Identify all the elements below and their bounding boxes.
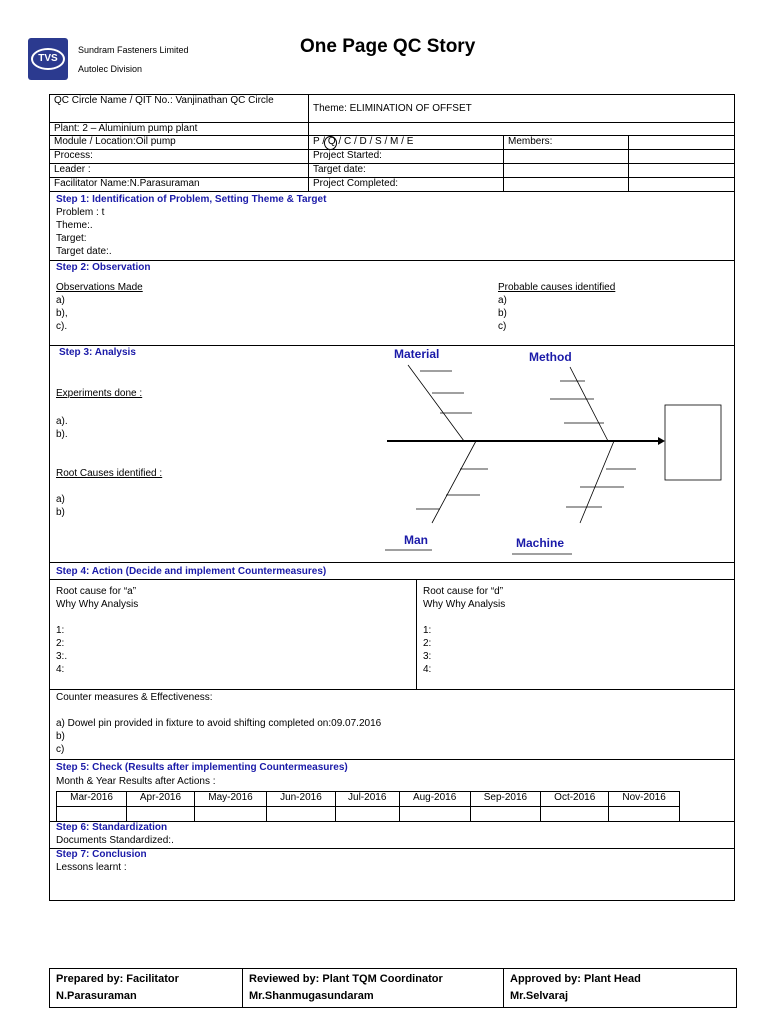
why-left-4: 4: [56, 664, 65, 675]
why-right-block [423, 585, 505, 676]
root-cause-d-title: Root cause for “d” [423, 586, 504, 597]
observations-block [56, 281, 143, 333]
causes-block [498, 281, 615, 333]
countermeasure-c: c) [56, 744, 65, 755]
project-completed-cell: Project Completed: [309, 178, 504, 192]
month-cell: Mar-2016 [57, 792, 127, 807]
problem-line: Problem : t [56, 207, 105, 218]
cause-c: c) [498, 321, 507, 332]
vertical-divider [416, 579, 417, 689]
observation-c: c). [56, 321, 68, 332]
documents-standardized: Documents Standardized:. [56, 835, 174, 846]
material-label: Material [394, 347, 440, 361]
why-why-right: Why Why Analysis [423, 599, 506, 610]
prepared-name: N.Parasuraman [56, 990, 137, 1002]
countermeasure-a: a) Dowel pin provided in fixture to avoid shifting completed on:09.07.2016 [56, 718, 382, 729]
experiments-title: Experiments done : [56, 388, 143, 399]
why-left-2: 2: [56, 638, 65, 649]
target-date-line: Target date:. [56, 246, 112, 257]
experiment-a: a). [56, 416, 68, 427]
module-cell: Module / Location:Oil pump [50, 136, 309, 150]
divider [49, 848, 735, 849]
target-line: Target: [56, 233, 87, 244]
step4-heading: Step 4: Action (Decide and implement Countermeasures) [56, 566, 327, 577]
month-cell: Apr-2016 [127, 792, 195, 807]
countermeasure-b: b) [56, 731, 65, 742]
step1-heading: Step 1: Identification of Problem, Setting Theme & Target [56, 194, 327, 205]
machine-label: Machine [516, 536, 565, 550]
divider [49, 759, 735, 760]
why-left-3: 3:. [56, 651, 68, 662]
experiment-b: b). [56, 429, 68, 440]
process-cell: Process: [50, 150, 309, 164]
approved-label: Approved by: Plant Head [510, 973, 641, 985]
month-cell: Aug-2016 [399, 792, 470, 807]
why-right-1: 1: [423, 625, 432, 636]
prepared-label: Prepared by: Facilitator [56, 973, 179, 985]
theme-text: Theme: ELIMINATION OF OFFSET [313, 102, 472, 114]
why-right-3: 3: [423, 651, 432, 662]
divider [49, 260, 735, 261]
step3-heading: Step 3: Analysis [59, 347, 136, 358]
theme-line: Theme:. [56, 220, 93, 231]
man-label: Man [404, 533, 428, 547]
month-cell: Oct-2016 [541, 792, 609, 807]
logo-text: TVS [31, 48, 65, 70]
why-right-4: 4: [423, 664, 432, 675]
experiments-list [56, 415, 68, 441]
root-cause-a-title: Root cause for “a” [56, 586, 137, 597]
info-table [49, 94, 735, 192]
target-date-cell: Target date: [309, 164, 504, 178]
project-started-cell: Project Started: [309, 150, 504, 164]
leader-cell: Leader : [50, 164, 309, 178]
month-cell: Nov-2016 [609, 792, 680, 807]
members-cell: Members: [504, 136, 629, 150]
step1-section [56, 193, 326, 258]
reviewed-name: Mr.Shanmugasundaram [249, 990, 374, 1002]
root-cause-a: a) [56, 494, 65, 505]
observation-a: a) [56, 295, 65, 306]
observation-b: b), [56, 308, 68, 319]
page-title: One Page QC Story [300, 36, 476, 57]
step5-heading: Step 5: Check (Results after implementing Countermeasures) [56, 762, 348, 773]
root-causes-title: Root Causes identified : [56, 468, 163, 479]
pqcdsme-cell [309, 136, 504, 150]
qc-circle-cell: QC Circle Name / QIT No.: Vanjinathan QC Circle [50, 95, 309, 123]
why-why-left: Why Why Analysis [56, 599, 139, 610]
root-causes-list [56, 493, 65, 519]
prepared-cell [50, 969, 243, 1008]
why-left-block [56, 585, 138, 676]
signoff-table [49, 968, 737, 1008]
division-name: Autolec Division [78, 64, 143, 74]
cause-b: b) [498, 308, 507, 319]
facilitator-cell: Facilitator Name:N.Parasuraman [50, 178, 309, 192]
month-cell: May-2016 [194, 792, 266, 807]
countermeasures-block [56, 691, 381, 756]
step7-heading: Step 7: Conclusion [56, 849, 147, 860]
step2-heading: Step 2: Observation [56, 262, 151, 273]
divider [49, 345, 735, 346]
approved-cell [504, 969, 737, 1008]
method-label: Method [529, 350, 572, 364]
month-cell: Jul-2016 [335, 792, 399, 807]
month-cell: Jun-2016 [267, 792, 336, 807]
pqcdsme-text: P / Q / C / D / S / M / E [313, 136, 414, 147]
countermeasures-title: Counter measures & Effectiveness: [56, 692, 213, 703]
reviewed-cell [243, 969, 504, 1008]
why-left-1: 1: [56, 625, 65, 636]
observations-title: Observations Made [56, 282, 143, 293]
approved-name: Mr.Selvaraj [510, 990, 569, 1002]
step6-heading: Step 6: Standardization [56, 822, 168, 833]
divider [49, 689, 735, 690]
divider [49, 579, 735, 580]
why-right-2: 2: [423, 638, 432, 649]
monthly-results-table [56, 791, 680, 822]
root-cause-b: b) [56, 507, 65, 518]
cause-a: a) [498, 295, 507, 306]
q-circle-mark [324, 136, 337, 150]
plant-cell: Plant: 2 – Aluminium pump plant [50, 123, 309, 136]
causes-title: Probable causes identified [498, 282, 616, 293]
members-value-cell [629, 136, 735, 150]
company-logo [28, 38, 68, 80]
fishbone-diagram [380, 347, 730, 557]
theme-cell [309, 95, 735, 123]
reviewed-label: Reviewed by: Plant TQM Coordinator [249, 973, 443, 985]
month-cell: Sep-2016 [470, 792, 541, 807]
step5-subtitle: Month & Year Results after Actions : [56, 776, 216, 787]
blank-cell [309, 123, 735, 136]
lessons-learnt: Lessons learnt : [56, 862, 127, 873]
company-name: Sundram Fasteners Limited [78, 45, 189, 55]
divider [49, 562, 735, 563]
